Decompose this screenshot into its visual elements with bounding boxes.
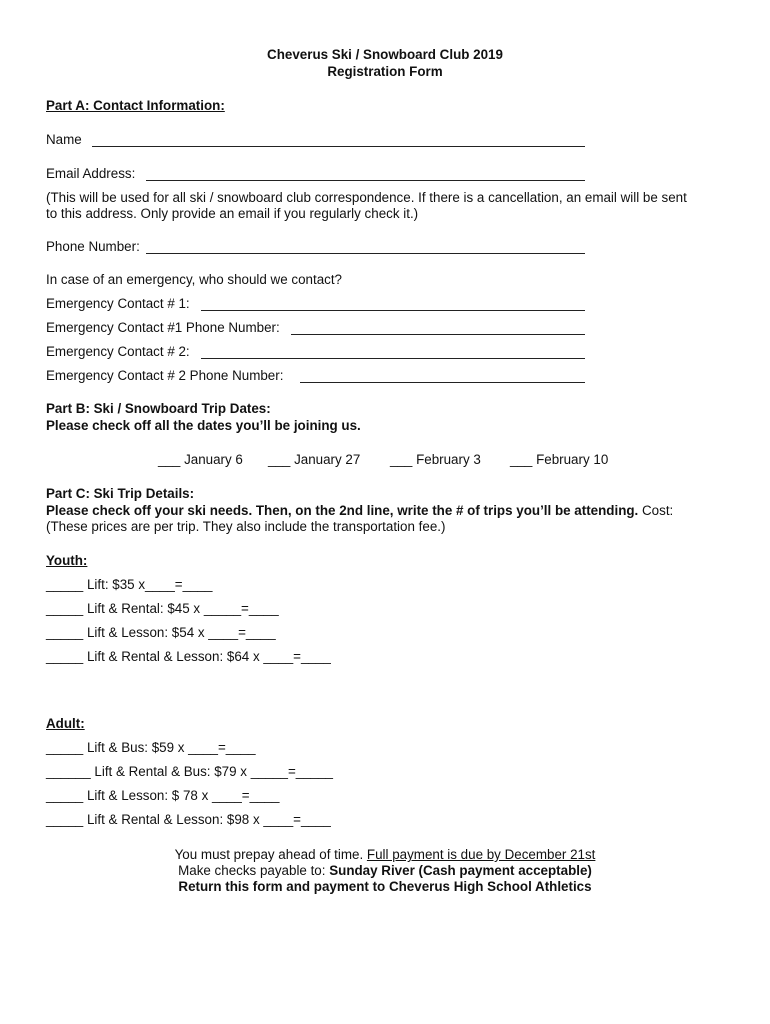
phone-label: Phone Number:: [46, 239, 140, 254]
return-instruction: Return this form and payment to Cheverus High School Athletics: [178, 879, 592, 894]
trip-date-label: January 27: [294, 452, 361, 467]
emergency-contact-1-field[interactable]: [201, 310, 585, 311]
trip-date-checkbox[interactable]: ___: [268, 452, 291, 467]
emergency-contact-1-label: Emergency Contact # 1:: [46, 296, 190, 311]
prepay-notice: [0, 847, 770, 863]
payment-due-text: Full payment is due by December 21st: [366, 847, 596, 862]
youth-option-lift-rental[interactable]: _____ Lift & Rental: $45 x _____=____: [46, 601, 279, 616]
youth-heading: Youth:: [46, 553, 88, 568]
email-label: Email Address:: [46, 166, 136, 181]
part-c-instruction: [46, 503, 673, 519]
email-note-line-2: to this address. Only provide an email if you regularly check it.): [46, 206, 419, 221]
emergency-contact-2-phone-label: Emergency Contact # 2 Phone Number:: [46, 368, 284, 383]
trip-date-checkbox[interactable]: ___: [158, 452, 181, 467]
part-c-instruction-bold: Please check off your ski needs. Then, on the 2nd line, write the # of trips you’ll be attending.: [46, 503, 639, 518]
adult-option-lift-lesson[interactable]: _____ Lift & Lesson: $ 78 x ____=____: [46, 788, 280, 803]
trip-date-checkbox[interactable]: ___: [510, 452, 533, 467]
emergency-contact-2-label: Emergency Contact # 2:: [46, 344, 190, 359]
part-c-cost-label: Cost:: [638, 503, 674, 518]
trip-date-label: February 3: [416, 452, 481, 467]
emergency-contact-2-field[interactable]: [201, 358, 585, 359]
form-subtitle: Registration Form: [327, 64, 443, 79]
name-label: Name: [46, 132, 82, 147]
trip-date-february-10[interactable]: [510, 452, 608, 468]
part-b-heading: Part B: Ski / Snowboard Trip Dates:: [46, 401, 271, 416]
emergency-contact-1-phone-field[interactable]: [291, 334, 585, 335]
prepay-text: You must prepay ahead of time.: [174, 847, 367, 862]
email-note-line-1: (This will be used for all ski / snowboard club correspondence. If there is a cancellation, an email will be sent: [46, 190, 687, 205]
price-note: (These prices are per trip. They also include the transportation fee.): [46, 519, 446, 534]
youth-option-lift-lesson[interactable]: _____ Lift & Lesson: $54 x ____=____: [46, 625, 276, 640]
trip-date-label: February 10: [536, 452, 609, 467]
emergency-question: In case of an emergency, who should we contact?: [46, 272, 343, 287]
adult-option-lift-rental-bus[interactable]: ______ Lift & Rental & Bus: $79 x _____=_____: [46, 764, 334, 779]
emergency-contact-2-phone-field[interactable]: [300, 382, 585, 383]
part-a-heading: Part A: Contact Information:: [46, 98, 225, 113]
youth-option-lift-rental-lesson[interactable]: _____ Lift & Rental & Lesson: $64 x ____=____: [46, 649, 331, 664]
part-b-instruction: Please check off all the dates you’ll be joining us.: [46, 418, 361, 433]
checks-label: Make checks payable to:: [178, 863, 330, 878]
trip-date-january-27[interactable]: [268, 452, 360, 468]
name-field[interactable]: [92, 146, 585, 147]
checks-payee: Sunday River (Cash payment acceptable): [329, 863, 592, 878]
phone-field[interactable]: [146, 253, 585, 254]
part-c-heading: Part C: Ski Trip Details:: [46, 486, 195, 501]
trip-date-february-3[interactable]: [390, 452, 481, 468]
emergency-contact-1-phone-label: Emergency Contact #1 Phone Number:: [46, 320, 280, 335]
email-field[interactable]: [146, 180, 585, 181]
youth-option-lift[interactable]: _____ Lift: $35 x____=____: [46, 577, 213, 592]
adult-option-lift-bus[interactable]: _____ Lift & Bus: $59 x ____=____: [46, 740, 256, 755]
form-title: Cheverus Ski / Snowboard Club 2019: [267, 47, 503, 62]
trip-date-january-6[interactable]: [158, 452, 243, 468]
checks-payable: [0, 863, 770, 879]
trip-date-label: January 6: [184, 452, 243, 467]
adult-heading: Adult:: [46, 716, 85, 731]
adult-option-lift-rental-lesson[interactable]: _____ Lift & Rental & Lesson: $98 x ____=____: [46, 812, 331, 827]
trip-date-checkbox[interactable]: ___: [390, 452, 413, 467]
